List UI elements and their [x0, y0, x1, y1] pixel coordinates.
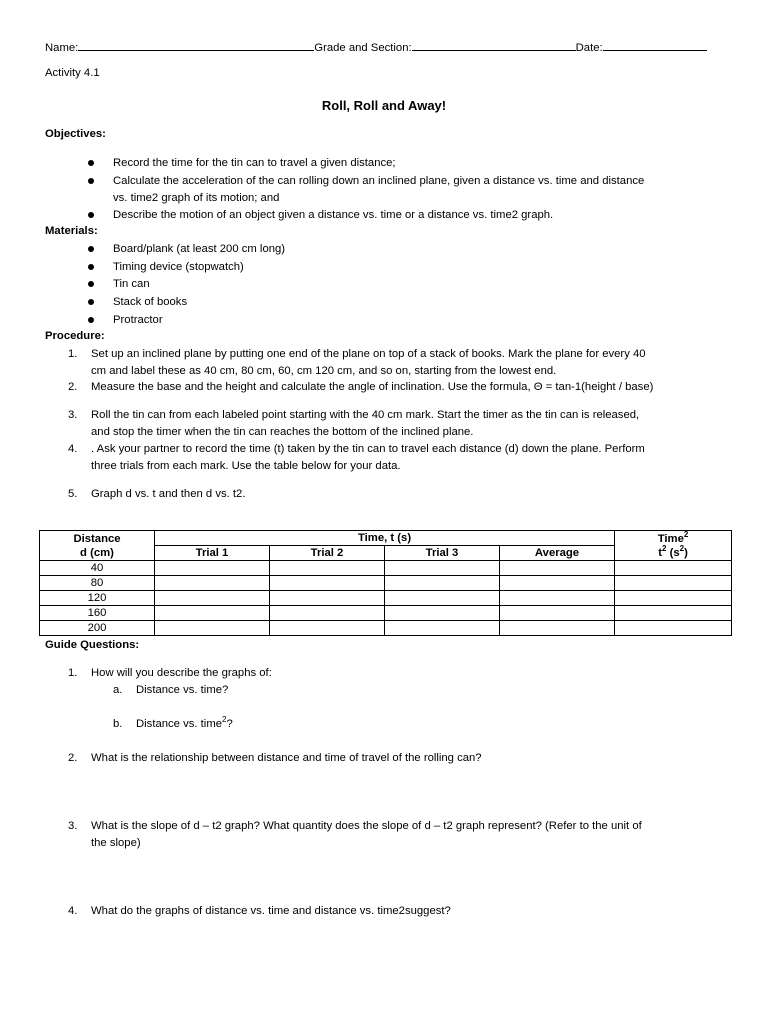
procedure-step-text: Measure the base and the height and calculate the angle of inclination. Use the formula, Θ = tan-1(height / base): [91, 381, 654, 393]
grade-field[interactable]: [412, 38, 576, 51]
procedure-step-number: 5.: [68, 488, 78, 500]
trial-2-cell[interactable]: [270, 621, 385, 636]
activity-number: Activity 4.1: [45, 67, 100, 79]
time-squared-cell[interactable]: [615, 591, 732, 606]
name-field[interactable]: [78, 38, 314, 51]
data-table: [39, 530, 732, 636]
distance-cell: 200: [40, 621, 155, 636]
bullet-icon: [88, 160, 94, 166]
procedure-step-text: cm and label these as 40 cm, 80 cm, 60, cm 120 cm, and so on, starting from the lowest end.: [91, 365, 557, 377]
trial-3-cell[interactable]: [385, 561, 500, 576]
average-cell[interactable]: [500, 576, 615, 591]
header-line: [45, 38, 707, 57]
trial-2-cell[interactable]: [270, 576, 385, 591]
average-cell[interactable]: [500, 621, 615, 636]
distance-cell: 160: [40, 606, 155, 621]
distance-cell: 120: [40, 591, 155, 606]
procedure-step-text: Roll the tin can from each labeled point starting with the 40 cm mark. Start the timer as the tin can is released,: [91, 409, 640, 421]
question-text: How will you describe the graphs of:: [91, 667, 272, 679]
trial-3-cell[interactable]: [385, 576, 500, 591]
time-squared-cell[interactable]: [615, 576, 732, 591]
grade-label: Grade and Section:: [314, 42, 412, 54]
trial-1-cell[interactable]: [155, 561, 270, 576]
procedure-step-number: 3.: [68, 409, 78, 421]
time-header: Time, t (s): [155, 531, 615, 546]
bullet-icon: [88, 264, 94, 270]
procedure-step-text: . Ask your partner to record the time (t) taken by the tin can to travel each distance (d) down the plane. Perform: [91, 443, 645, 455]
table-row: [40, 561, 732, 576]
question-number: 1.: [68, 667, 78, 679]
trial-1-cell[interactable]: [155, 606, 270, 621]
material-item: Timing device (stopwatch): [113, 261, 244, 273]
procedure-step-number: 2.: [68, 381, 78, 393]
average-cell[interactable]: [500, 606, 615, 621]
question-text: What do the graphs of distance vs. time and distance vs. time2suggest?: [91, 905, 451, 917]
table-row: [40, 621, 732, 636]
trial-1-cell[interactable]: [155, 621, 270, 636]
trial-3-cell[interactable]: [385, 621, 500, 636]
table-row: [40, 606, 732, 621]
time-squared-cell[interactable]: [615, 606, 732, 621]
bullet-icon: [88, 299, 94, 305]
objectives-heading: Objectives:: [45, 128, 106, 140]
procedure-step-text: Graph d vs. t and then d vs. t2.: [91, 488, 246, 500]
sub-question-letter: a.: [113, 684, 123, 696]
average-header: Average: [500, 546, 615, 561]
time-squared-header: Time$^2$ $t^2$ $(s^2)$: [615, 531, 732, 561]
date-field[interactable]: [603, 38, 707, 51]
procedure-step-number: 1.: [68, 348, 78, 360]
name-label: Name:: [45, 42, 79, 54]
distance-cell: 40: [40, 561, 155, 576]
distance-header-unit: d (cm): [80, 546, 114, 559]
trial-1-header: Trial 1: [155, 546, 270, 561]
procedure-step-text: three trials from each mark. Use the table below for your data.: [91, 460, 401, 472]
material-item: Stack of books: [113, 296, 188, 308]
trial-2-cell[interactable]: [270, 591, 385, 606]
bullet-icon: [88, 178, 94, 184]
objective-item: Calculate the acceleration of the can rolling down an inclined plane, given a distance vs. time and distance: [113, 175, 645, 187]
time-squared-cell[interactable]: [615, 561, 732, 576]
objective-item: Record the time for the tin can to travel a given distance;: [113, 157, 396, 169]
page-title: Roll, Roll and Away!: [321, 98, 447, 113]
procedure-heading: Procedure:: [45, 330, 105, 342]
trial-2-cell[interactable]: [270, 561, 385, 576]
question-text: What is the slope of d – t2 graph? What quantity does the slope of d – t2 graph represent? (Refer to the unit of: [91, 820, 642, 832]
trial-2-header: Trial 2: [270, 546, 385, 561]
bullet-icon: [88, 212, 94, 218]
question-text: What is the relationship between distance and time of travel of the rolling can?: [91, 752, 482, 764]
average-cell[interactable]: [500, 561, 615, 576]
objective-item: Describe the motion of an object given a distance vs. time or a distance vs. time2 graph.: [113, 209, 554, 221]
bullet-icon: [88, 246, 94, 252]
average-cell[interactable]: [500, 591, 615, 606]
guide-questions-heading: Guide Questions:: [45, 639, 140, 651]
trial-3-cell[interactable]: [385, 591, 500, 606]
sub-question-text: Distance vs. time$^2$?: [136, 715, 233, 730]
question-number: 3.: [68, 820, 78, 832]
bullet-icon: [88, 317, 94, 323]
table-row: [40, 576, 732, 591]
trial-2-cell[interactable]: [270, 606, 385, 621]
question-number: 4.: [68, 905, 78, 917]
question-number: 2.: [68, 752, 78, 764]
procedure-step-number: 4.: [68, 443, 78, 455]
procedure-step-text: Set up an inclined plane by putting one end of the plane on top of a stack of books. Mark the plane for every 40: [91, 348, 646, 360]
material-item: Tin can: [113, 278, 150, 290]
bullet-icon: [88, 281, 94, 287]
question-text-continued: the slope): [91, 837, 141, 849]
trial-1-cell[interactable]: [155, 591, 270, 606]
date-label: Date:: [575, 42, 603, 54]
table-row: [40, 591, 732, 606]
trial-3-cell[interactable]: [385, 606, 500, 621]
material-item: Board/plank (at least 200 cm long): [113, 243, 286, 255]
trial-1-cell[interactable]: [155, 576, 270, 591]
time-squared-cell[interactable]: [615, 621, 732, 636]
distance-header-label: Distance: [73, 532, 121, 545]
material-item: Protractor: [113, 314, 163, 326]
distance-header: [40, 531, 155, 561]
objective-item-continued: vs. time2 graph of its motion; and: [113, 192, 280, 204]
trial-3-header: Trial 3: [385, 546, 500, 561]
sub-question-letter: b.: [113, 718, 123, 730]
procedure-step-text: and stop the timer when the tin can reaches the bottom of the inclined plane.: [91, 426, 474, 438]
sub-question-text: Distance vs. time?: [136, 684, 229, 696]
distance-cell: 80: [40, 576, 155, 591]
time-squared-label: Time: [657, 532, 684, 545]
materials-heading: Materials:: [45, 225, 98, 237]
